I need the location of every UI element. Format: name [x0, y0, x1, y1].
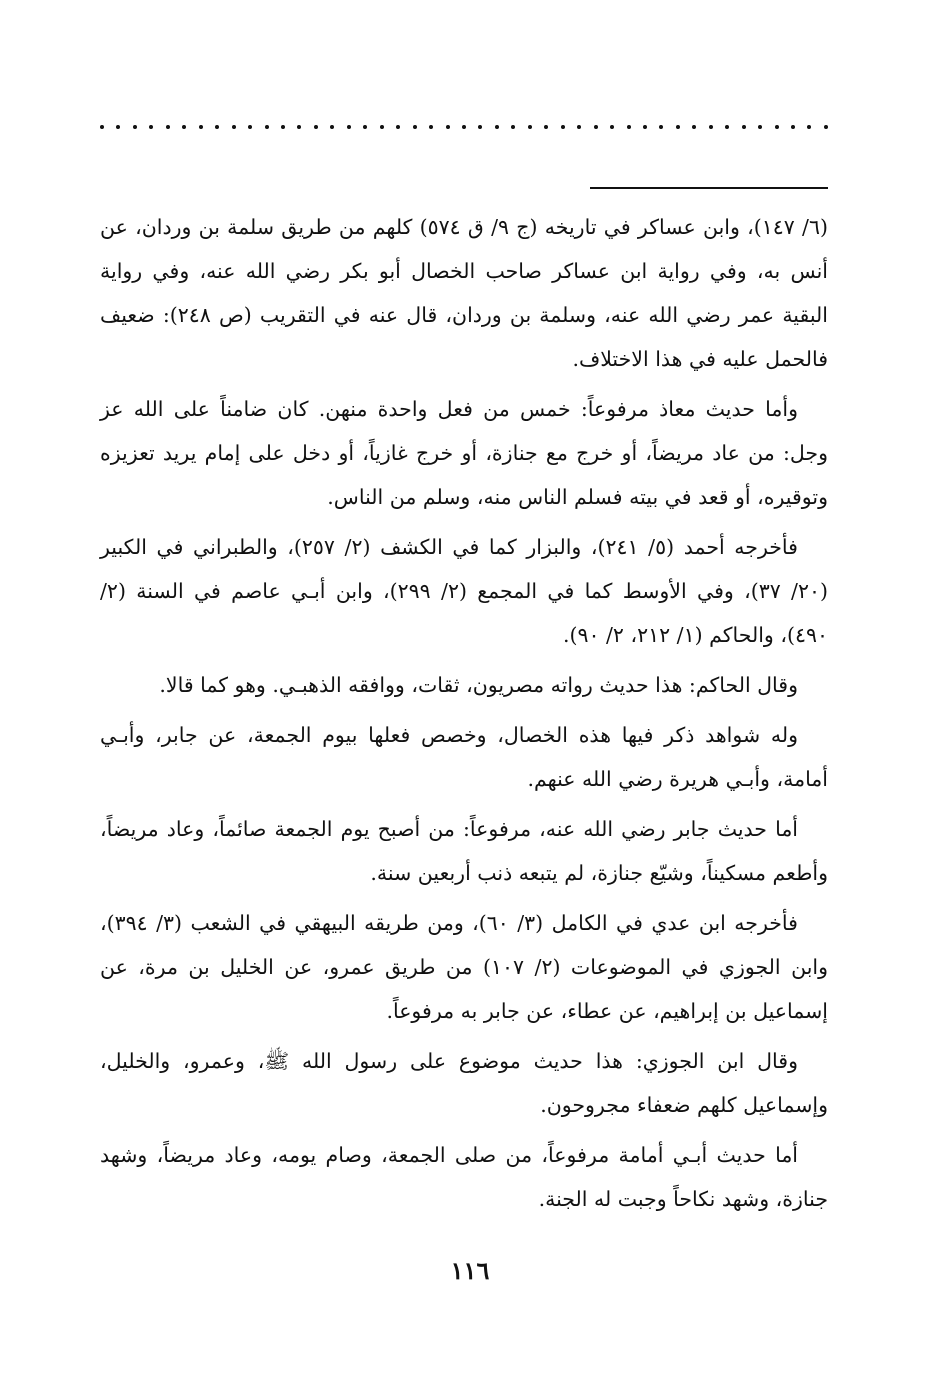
paragraph: فأخرجه أحمد (٥/ ٢٤١)، والبزار كما في الكشف (٢/ ٢٥٧)، والطبراني في الكبير (٢٠/ ٣٧)، وفي الأوسط كما في المجمع (٢/ ٢٩٩)، وابن أبـي عاصم في السنة (٢/ ٤٩٠)، والحاكم (١/ ٢١٢، ٢/ ٩٠). — [100, 535, 828, 647]
paragraph: وأما حديث معاذ مرفوعاً: خمس من فعل واحدة منهن. كان ضامناً على الله عز وجل: من عاد مريضاً، أو خرج مع جنازة، أو خرج غازياً، أو دخل على إمام يريد تعزيزه وتوقيره، أو قعد في بيته فسلم الناس منه، وسلم من الناس. — [100, 397, 828, 509]
paragraph: وله شواهد ذكر فيها هذه الخصال، وخصص فعلها بيوم الجمعة، عن جابر، وأبـي أمامة، وأبـي هريرة رضي الله عنهم. — [100, 723, 828, 791]
paragraph: أما حديث جابر رضي الله عنه، مرفوعاً: من أصبح يوم الجمعة صائماً، وعاد مريضاً، وأطعم مسكيناً، وشيّع جنازة، لم يتبعه ذنب أربعين سنة. — [100, 817, 828, 885]
page-number: ١١٦ — [450, 1256, 490, 1285]
paragraph: (٦/ ١٤٧)، وابن عساكر في تاريخه (ج ٩/ ق ٥٧٤) كلهم من طريق سلمة بن وردان، عن أنس به، وفي رواية ابن عساكر صاحب الخصال أبو بكر رضي الله عنه، وفي رواية البقية عمر رضي الله عنه، وسلمة بن وردان، قال عنه في التقريب (ص ٢٤٨): ضعيف فالحمل عليه في هذا الاختلاف. — [100, 215, 828, 371]
paragraph: فأخرجه ابن عدي في الكامل (٣/ ٦٠)، ومن طريقه البيهقي في الشعب (٣/ ٣٩٤)، وابن الجوزي في الموضوعات (٢/ ١٠٧) من طريق عمرو، عن الخليل بن مرة، عن إسماعيل بن إبراهيم، عن عطاء، عن جابر به مرفوعاً. — [100, 911, 828, 1023]
footnote-rule — [590, 187, 828, 189]
paragraph: وقال ابن الجوزي: هذا حديث موضوع على رسول الله ﷺ، وعمرو، والخليل، وإسماعيل كلهم ضعفاء مجروحون. — [100, 1049, 828, 1117]
dotted-separator — [100, 124, 828, 130]
paragraph: أما حديث أبـي أمامة مرفوعاً، من صلى الجمعة، وصام يومه، وعاد مريضاً، وشهد جنازة، وشهد نكاحاً وجبت له الجنة. — [100, 1143, 828, 1211]
footnote-text — [100, 205, 828, 1227]
paragraph: وقال الحاكم: هذا حديث رواته مصريون، ثقات، ووافقه الذهبـي. وهو كما قالا. — [159, 673, 798, 697]
